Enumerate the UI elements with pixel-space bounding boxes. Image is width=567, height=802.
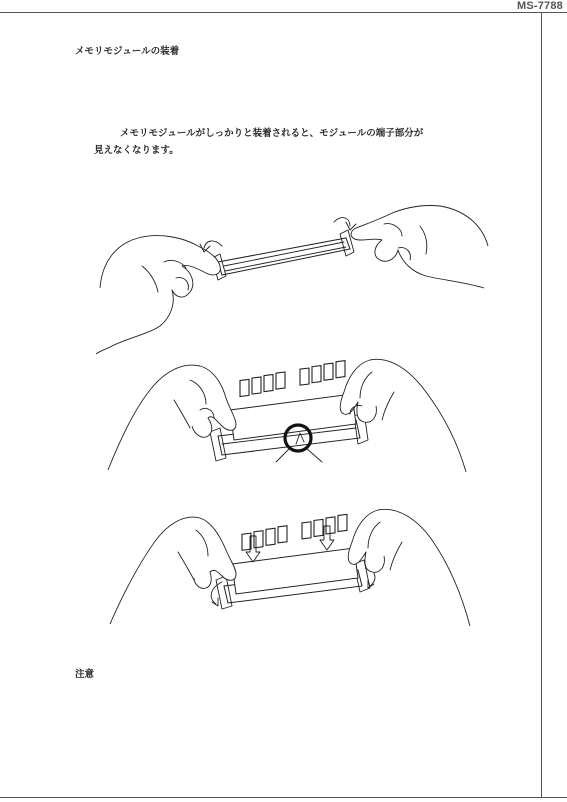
left-hand bbox=[96, 236, 220, 354]
caution-label: 注意 bbox=[75, 669, 95, 680]
left-hand bbox=[110, 517, 236, 624]
figure-align-notch bbox=[108, 359, 466, 472]
figure-press-down bbox=[110, 509, 470, 626]
memory-slot bbox=[212, 230, 354, 280]
right-hand bbox=[340, 359, 466, 472]
model-number: MS-7788 bbox=[516, 0, 563, 12]
note-line-1: メモリモジュールがしっかりと装着されると、モジュールの端子部分が bbox=[120, 128, 424, 139]
figure-open-latches bbox=[96, 205, 488, 354]
note-line-2: 見えなくなります。 bbox=[94, 145, 179, 156]
section-heading: メモリモジュールの装着 bbox=[75, 46, 180, 57]
right-hand bbox=[348, 509, 470, 626]
left-hand bbox=[108, 365, 236, 470]
right-hand bbox=[351, 205, 488, 288]
